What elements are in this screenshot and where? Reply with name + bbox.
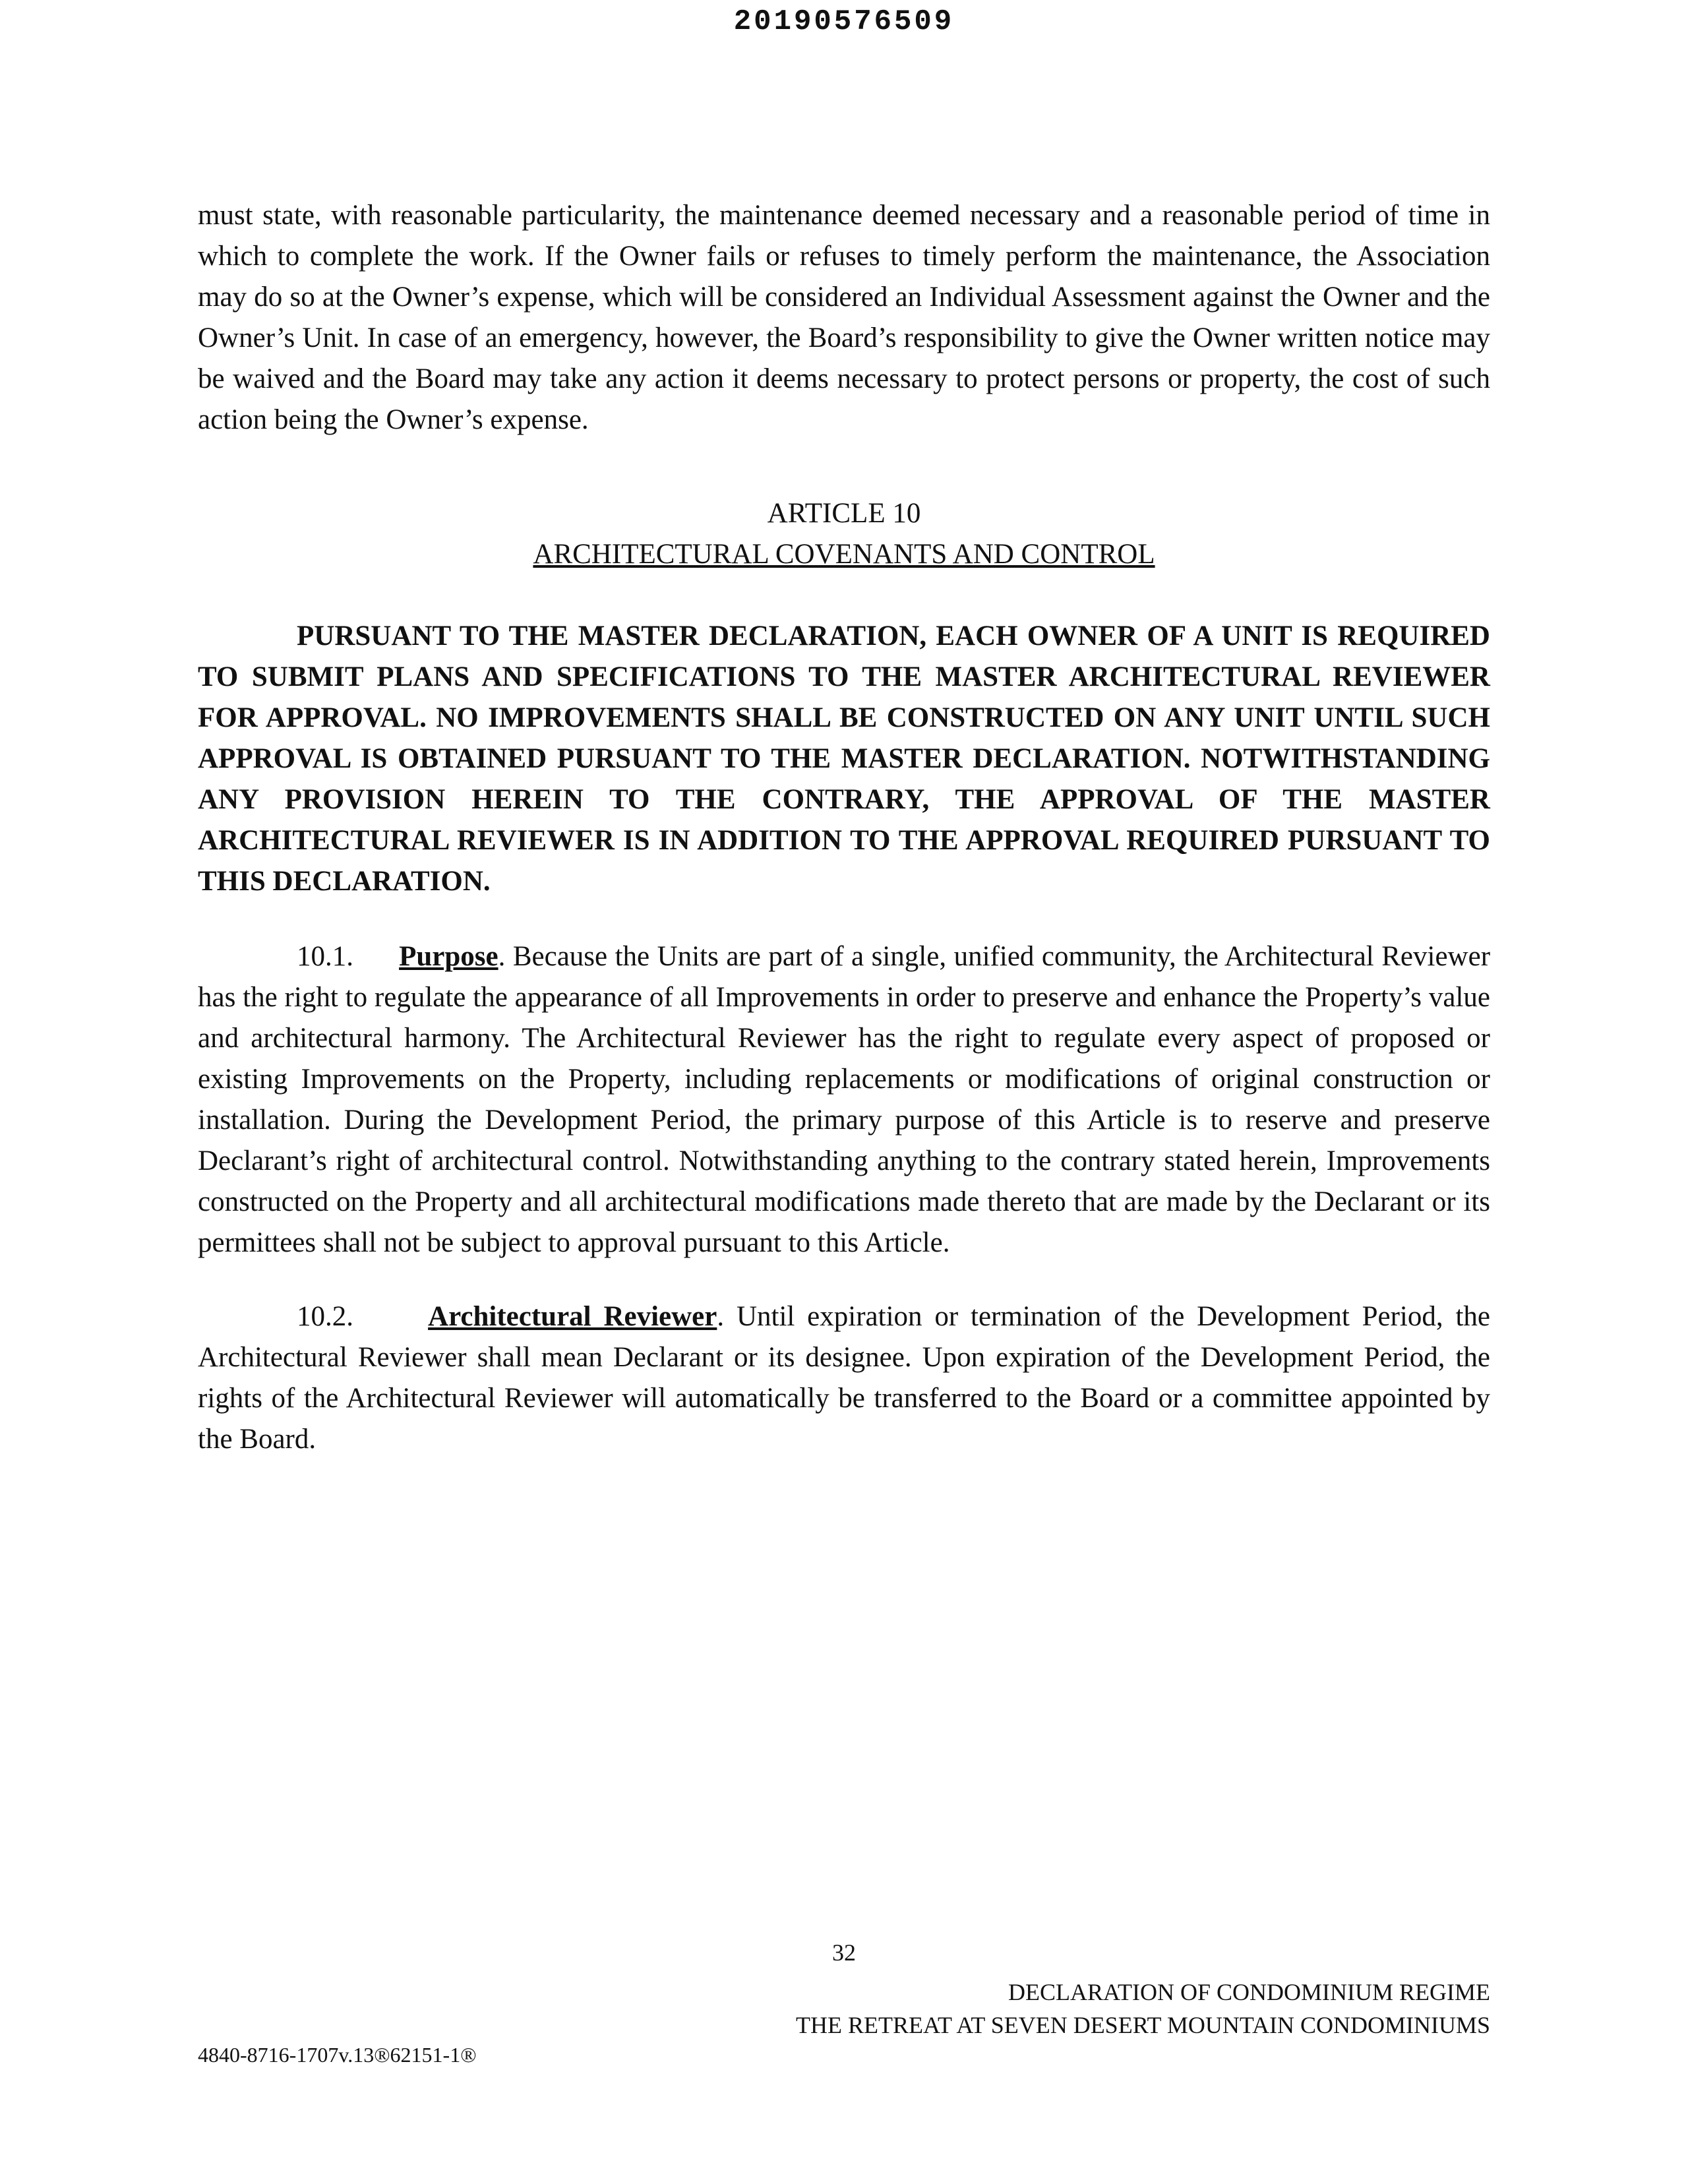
bold-notice-paragraph: PURSUANT TO THE MASTER DECLARATION, EACH OWNER OF A UNIT IS REQUIRED TO SUBMIT PLANS AND SPECIFICATIONS TO THE MASTER ARCHITECTURAL REVIEWER FOR APPROVAL. NO IMPROVEMENTS SHALL BE CONSTRUCTED ON ANY UNIT UNTIL SUCH APPROVAL IS OBTAINED PURSUANT TO THE MASTER DECLARATION. NOTWITHSTANDING ANY PROVISION HEREIN TO THE CONTRARY, THE APPROVAL OF THE MASTER ARCHITECTURAL REVIEWER IS IN ADDITION TO THE APPROVAL REQUIRED PURSUANT TO THIS DECLARATION.: [198, 621, 1490, 897]
page-number: 32: [832, 1939, 856, 1966]
footer-document-title: [796, 1976, 1490, 2042]
section-number: 10.1.: [297, 941, 353, 972]
footer-title-line-2: THE RETREAT AT SEVEN DESERT MOUNTAIN CONDOMINIUMS: [796, 2012, 1490, 2038]
section-title: Purpose: [399, 941, 498, 972]
document-id: 4840-8716-1707v.13®62151-1®: [198, 2043, 477, 2067]
section-body: Because the Units are part of a single, unified community, the Architectural Reviewer has the right to regulate the appearance of all Improvements in order to preserve and enhance the Property’s value and architectural harmony. The Architectural Reviewer has the right to regulate every aspect of proposed or existing Improvements on the Property, including replacements or modifications of original construction or installation. During the Development Period, the primary purpose of this Article is to reserve and preserve Declarant’s right of architectural control. Notwithstanding anything to the contrary stated herein, Improvements constructed on the Property and all architectural modifications made thereto that are made by the Declarant or its permittees shall not be subject to approval pursuant to this Article.: [198, 941, 1491, 1258]
section-10-1: [198, 936, 1490, 1263]
footer-title-line-1: DECLARATION OF CONDOMINIUM REGIME: [1008, 1979, 1490, 2005]
article-number: ARTICLE 10: [767, 498, 921, 529]
section-body: Until expiration or termination of the Development Period, the Architectural Reviewer shall mean Declarant or its designee. Upon expiration of the Development Period, the rights of the Architectural Reviewer will automatically be transferred to the Board or a committee appointed by the Board.: [198, 1301, 1490, 1455]
section-title-punct: .: [498, 941, 506, 972]
section-10-2: [198, 1296, 1490, 1460]
intro-paragraph: must state, with reasonable particularity, the maintenance deemed necessary and a reasonable period of time in which to complete the work. If the Owner fails or refuses to timely perform the maintenance, the Association may do so at the Owner’s expense, which will be considered an Individual Assessment against the Owner and the Owner’s Unit. In case of an emergency, however, the Board’s responsibility to give the Owner written notice may be waived and the Board may take any action it deems necessary to protect persons or property, the cost of such action being the Owner’s expense.: [198, 200, 1490, 435]
recording-number: 20190576509: [733, 5, 955, 38]
article-heading: [198, 493, 1490, 575]
page-body: [198, 195, 1490, 1493]
section-title: Architectural Reviewer: [428, 1301, 717, 1332]
section-number: 10.2.: [297, 1301, 353, 1332]
article-title: ARCHITECTURAL COVENANTS AND CONTROL: [533, 539, 1155, 570]
section-title-punct: .: [717, 1301, 725, 1332]
